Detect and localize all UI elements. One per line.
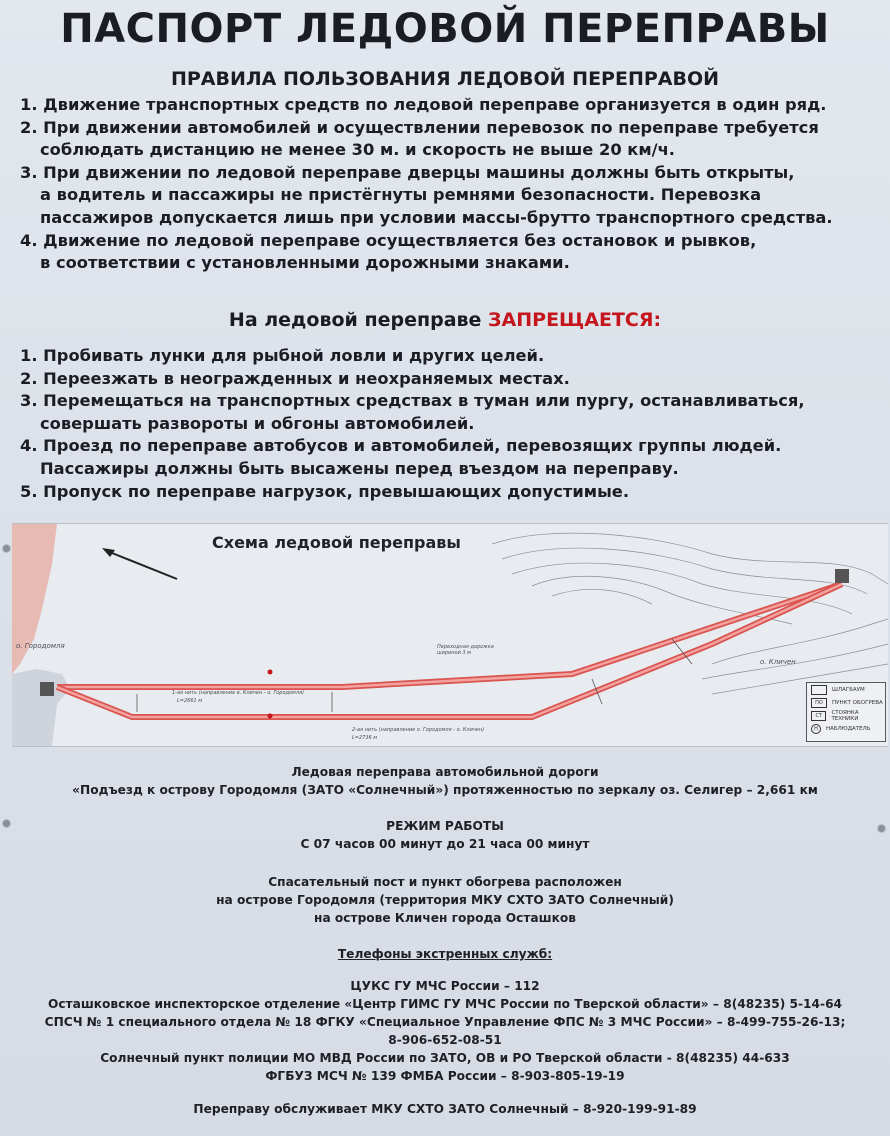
rule-text: пассажиров допускается лишь при условии массы-брутто транспортного средства.: [40, 207, 833, 227]
road-info: [0, 763, 890, 799]
mode-title: РЕЖИМ РАБОТЫ: [386, 819, 504, 833]
phone-line: Осташковское инспекторское отделение «Центр ГИМС ГУ МЧС России по Тверской области» – 8(48235) 5-14-64: [47, 997, 843, 1011]
lane1-length: L=2661 м: [177, 698, 203, 704]
rule-text: 2. При движении автомобилей и осуществлении перевозок по переправе требуется: [20, 117, 819, 137]
ban-text: 3. Перемещаться на транспортных средствах в туман или пургу, останавливаться,: [20, 391, 805, 411]
map-drawing: [12, 524, 888, 746]
barrier-icon: [811, 685, 827, 695]
observer-icon: Н: [811, 724, 821, 734]
island-contours: [492, 533, 888, 694]
rule-text: 4. Движение по ледовой переправе осуществляется без остановок и рывков,: [20, 230, 757, 250]
phone-line: СПСЧ № 1 специального отдела № 18 ФГКУ «Специальное Управление ФПС № 3 МЧС России» – 8-499-755-26-13;: [44, 1015, 846, 1029]
ban-text: 5. Пропуск по переправе нагрузок, превышающих допустимые.: [20, 481, 630, 501]
list-item: [20, 94, 880, 117]
work-mode: [0, 817, 890, 853]
rules-heading: ПРАВИЛА ПОЛЬЗОВАНИЯ ЛЕДОВОЙ ПЕРЕПРАВОЙ: [170, 68, 720, 90]
heating-point-icon: ПО: [811, 698, 827, 708]
rescue-line: Спасательный пост и пункт обогрева расположен: [268, 875, 622, 889]
ban-text: совершать развороты и обгоны автомобилей.: [40, 413, 475, 433]
rescue-line: на острове Кличен города Осташков: [314, 911, 576, 925]
rules-list: [20, 94, 880, 275]
place-label-left: о. Городомля: [16, 642, 65, 650]
road-line: «Подъезд к острову Городомля (ЗАТО «Солнечный») протяженностью по зеркалу оз. Селигер – 2,661 км: [72, 783, 818, 797]
lane2-length: L=2736 м: [352, 735, 378, 741]
shore-area: [12, 669, 70, 746]
phones-list: [0, 977, 890, 1085]
map-legend: [806, 682, 886, 742]
list-item: [20, 117, 880, 162]
page-title: ПАСПОРТ ЛЕДОВОЙ ПЕРЕПРАВЫ: [60, 6, 830, 52]
legend-item: [807, 722, 885, 735]
parking-icon: СТ: [811, 711, 826, 721]
map-title: Схема ледовой переправы: [212, 533, 461, 552]
phone-line: ФГБУЗ МСЧ № 139 ФМБА России – 8-903-805-19-19: [265, 1069, 625, 1083]
settlement-marker: [40, 682, 54, 696]
phone-line: ЦУКС ГУ МЧС России – 112: [350, 979, 540, 993]
ban-text: 1. Пробивать лунки для рыбной ловли и других целей.: [20, 346, 545, 365]
rule-text: в соответствии с установленными дорожными знаками.: [40, 253, 570, 273]
phones-heading: [0, 945, 890, 963]
heading-emphasis: ЗАПРЕЩАЕТСЯ:: [488, 309, 662, 331]
list-item: [20, 390, 880, 435]
crossing-map: [12, 523, 888, 747]
legend-item: [807, 696, 885, 709]
width-note: Переходная дорожка шириной 3 м: [437, 644, 494, 656]
legend-item: [807, 709, 885, 722]
lane2-note: 2-ая нить (направление о. Городомля - о. Кличен): [352, 727, 485, 733]
list-item: [20, 368, 880, 391]
screw-icon: [3, 545, 10, 552]
cross-markers: [137, 639, 692, 712]
mode-hours: С 07 часов 00 минут до 21 часа 00 минут: [300, 837, 590, 851]
rule-text: а водитель и пассажиры не пристёгнуты ремнями безопасности. Перевозка: [40, 185, 762, 205]
rescue-info: [0, 873, 890, 927]
rule-text: соблюдать дистанцию не менее 30 м. и скорость не выше 20 км/ч.: [40, 140, 675, 160]
ban-text: Пассажиры должны быть высажены перед въездом на переправу.: [40, 458, 679, 478]
rule-text: 3. При движении по ледовой переправе дверцы машины должны быть открыты,: [20, 162, 795, 182]
legend-label: НАБЛЮДАТЕЛЬ: [826, 725, 871, 732]
service-line: Переправу обслуживает МКУ СХТО ЗАТО Солнечный – 8-920-199-91-89: [193, 1102, 697, 1116]
prohibitions-list: [20, 345, 880, 503]
phone-line: 8-906-652-08-51: [388, 1033, 502, 1047]
ban-text: 2. Переезжать в неогражденных и неохраняемых местах.: [20, 368, 570, 388]
place-label-right: о. Кличен: [760, 658, 796, 666]
lane1-note: 1-ая нить (направление в. Кличен - о. Городомля): [172, 690, 304, 696]
service-info: [0, 1100, 890, 1118]
heading-text: На ледовой переправе: [228, 309, 489, 331]
list-item: [20, 162, 880, 230]
phones-title: Телефоны экстренных служб:: [337, 947, 553, 961]
list-item: [20, 481, 880, 504]
direction-arrow: [107, 551, 177, 579]
ban-text: 4. Проезд по переправе автобусов и автомобилей, перевозящих группы людей.: [20, 436, 782, 456]
list-item: [20, 435, 880, 480]
rule-text: 1. Движение транспортных средств по ледовой переправе организуется в один ряд.: [20, 95, 827, 114]
list-item: [20, 230, 880, 275]
road-line: Ледовая переправа автомобильной дороги: [291, 765, 599, 779]
list-item: [20, 345, 880, 368]
land-area: [12, 524, 57, 674]
settlement-marker: [835, 569, 849, 583]
prohibitions-heading: [0, 309, 890, 331]
legend-item: [807, 683, 885, 696]
legend-label: СТОЯНКА ТЕХНИКИ: [831, 709, 859, 722]
rescue-line: на острове Городомля (территория МКУ СХТО ЗАТО Солнечный): [216, 893, 674, 907]
phone-line: Солнечный пункт полиции МО МВД России по ЗАТО, ОВ и РО Тверской области - 8(48235) 44-633: [100, 1051, 790, 1065]
legend-label: ПУНКТ ОБОГРЕВА: [832, 699, 883, 706]
legend-label: ШЛАГБАУМ: [832, 686, 865, 693]
